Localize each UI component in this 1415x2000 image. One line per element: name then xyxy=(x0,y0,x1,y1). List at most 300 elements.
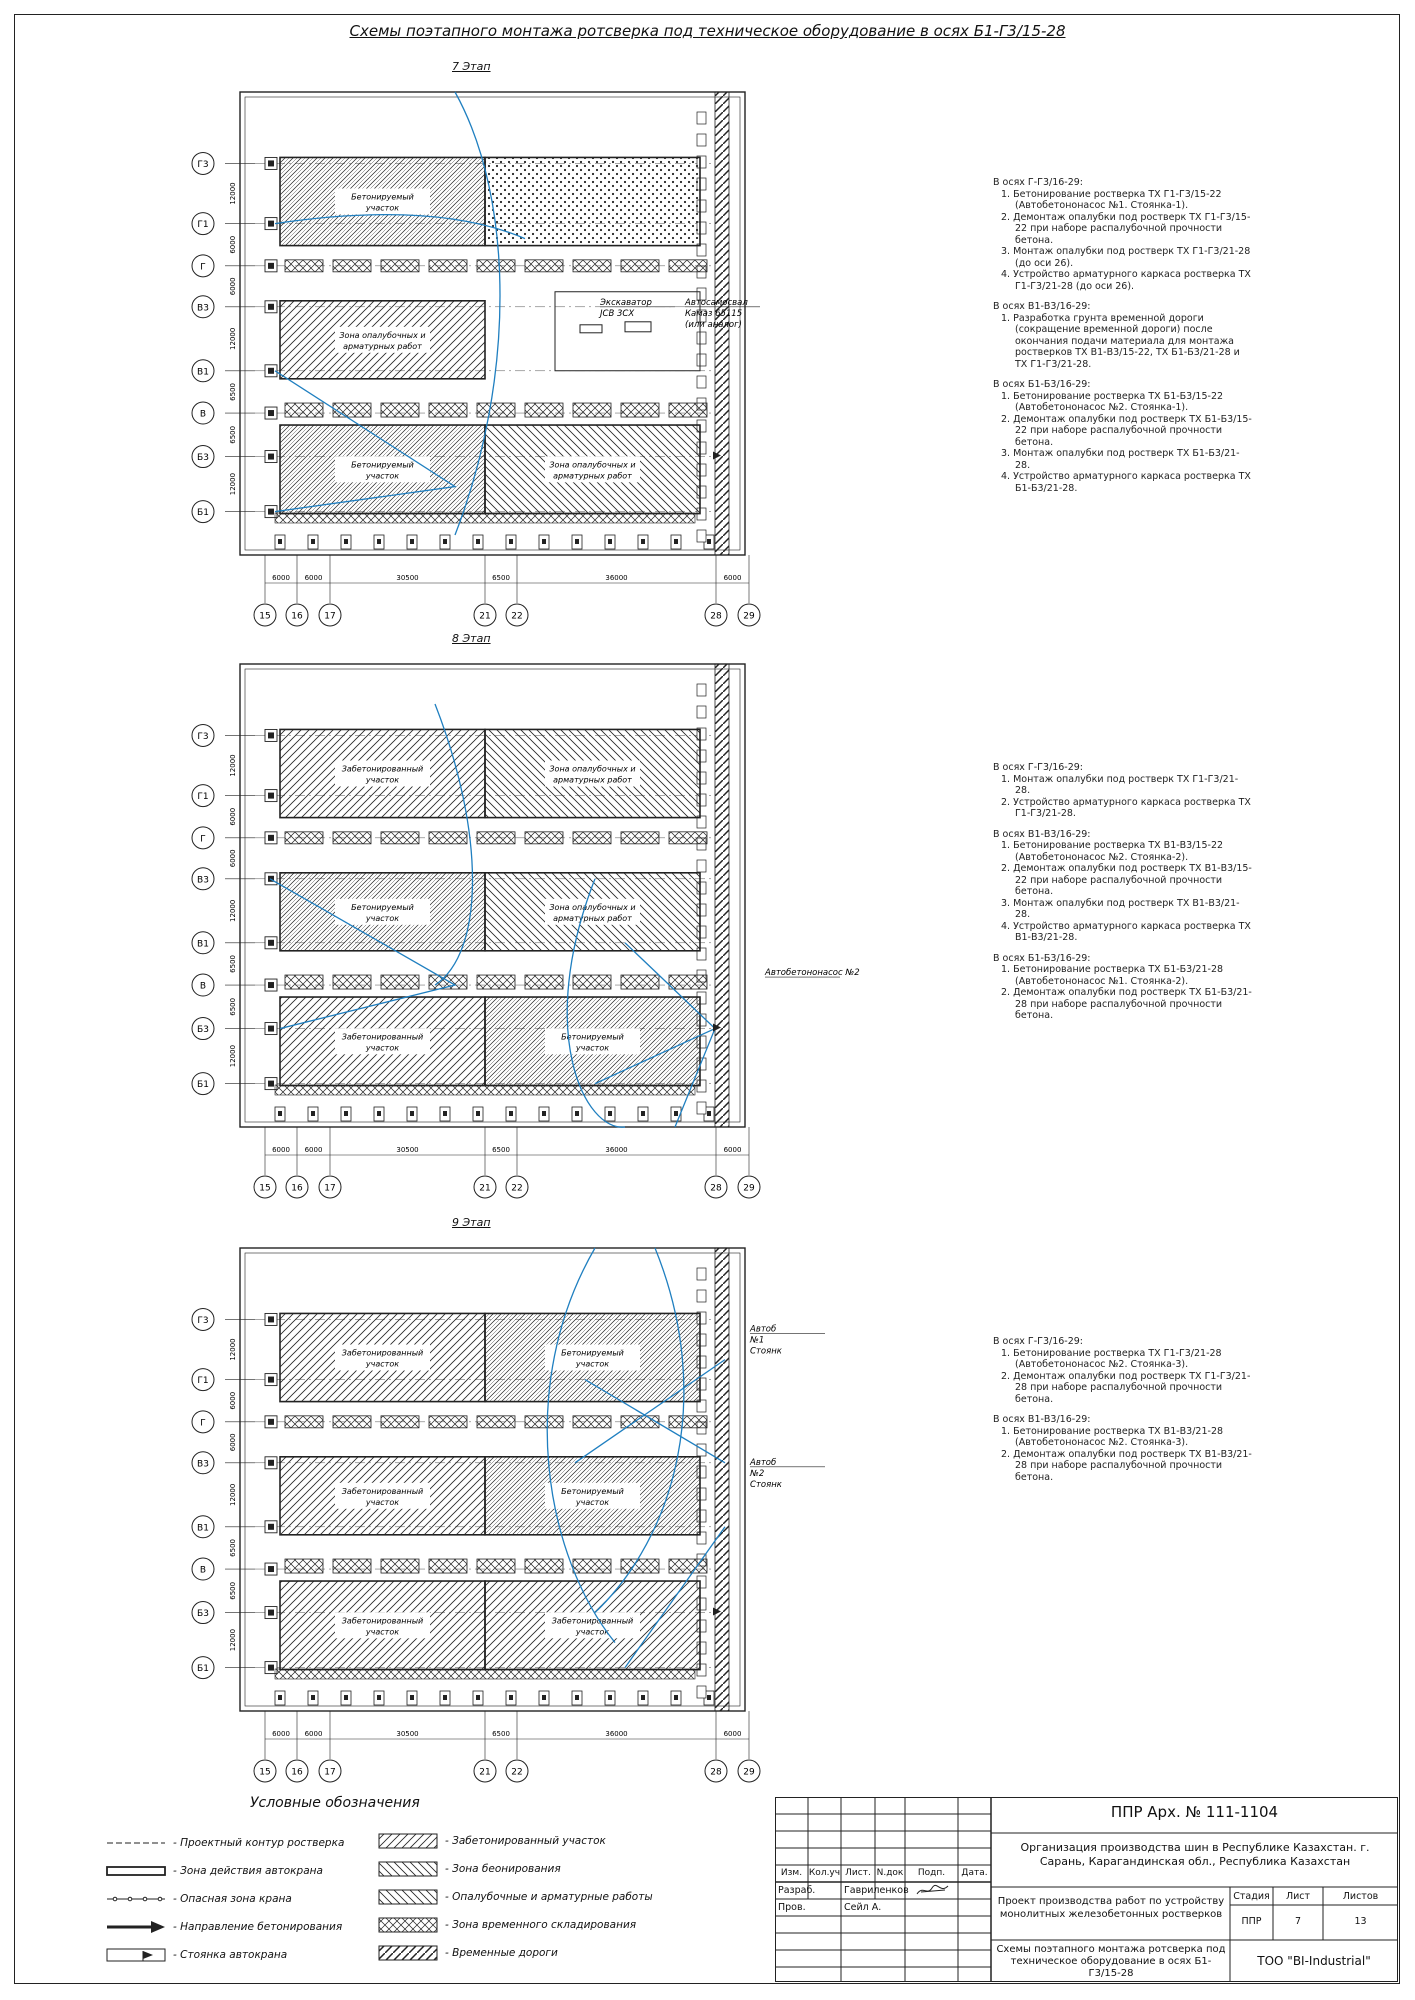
note-item: 2. Устройство арматурного каркаса ростверка ТХ Г1-Г3/21-28. xyxy=(1001,796,1251,819)
col-dimension: 36000 xyxy=(605,1730,628,1738)
storage-strip xyxy=(621,975,659,989)
legend-label: - Опасная зона крана xyxy=(173,1893,292,1905)
zone-dots xyxy=(485,157,700,245)
note-item: 1. Бетонирование ростверка ТХ Г1-Г3/15-22 (Автобетононасос №1. Стоянка-1). xyxy=(1001,188,1222,211)
storage-strip xyxy=(669,1416,707,1428)
storage-strip xyxy=(621,1559,659,1573)
axis-label: Б3 xyxy=(197,453,209,464)
axis-label: В1 xyxy=(197,939,209,950)
developed-label: Разраб. xyxy=(778,1885,816,1896)
storage-strip xyxy=(573,403,611,417)
zone-label: Забетонированный xyxy=(341,1348,424,1358)
note-item: 2. Демонтаж опалубки под ростверк ТХ Б1-Б3/21-28 при наборе распалубочной прочности бетона. xyxy=(1001,987,1252,1021)
note-heading: В осях Г-Г3/16-29: xyxy=(993,1336,1083,1347)
zone-label: участок xyxy=(365,203,400,213)
retaining-wall xyxy=(715,664,729,1127)
storage-strip xyxy=(477,1416,515,1428)
note-item: 2. Демонтаж опалубки под ростверк ТХ Г1-Г3/21-28 при наборе распалубочной прочности бетона. xyxy=(1001,1370,1251,1405)
zone-label: арматурных работ xyxy=(553,775,632,785)
zone-label: Забетонированный xyxy=(341,1486,424,1496)
axis-label: Г xyxy=(200,834,206,845)
row-dimension: 6500 xyxy=(229,955,237,973)
row-dimension: 12000 xyxy=(229,899,237,922)
storage-strip xyxy=(525,832,563,844)
pile-cap xyxy=(697,112,706,124)
zone-label: Забетонированный xyxy=(551,1616,634,1626)
note-item: 1. Бетонирование ростверка ТХ Б1-Б3/15-22 (Автобетононасос №2. Стоянка-1). xyxy=(1001,390,1224,413)
legend-label: - Забетонированный участок xyxy=(445,1835,606,1847)
axis-label: Б3 xyxy=(197,1609,209,1620)
storage-strip xyxy=(429,1559,467,1573)
note-item: 2. Демонтаж опалубки под ростверк ТХ В1-В3/15-22 при наборе распалубочной прочности бетона. xyxy=(1001,863,1252,897)
sheet-title: Схемы поэтапного монтажа ротсверка под техническое оборудование в осях Б1-Г3/15-28 xyxy=(996,1944,1226,1979)
axis-label: Б3 xyxy=(197,1025,209,1036)
legend-item xyxy=(377,1833,606,1849)
row-dimension: 6500 xyxy=(229,383,237,401)
axis-label: 16 xyxy=(291,1183,303,1194)
axis-label: Г3 xyxy=(197,731,209,742)
legend-swatch xyxy=(105,1863,167,1879)
storage-strip xyxy=(669,832,707,844)
zone-label: участок xyxy=(365,1359,400,1369)
axis-label: 16 xyxy=(291,1767,303,1778)
note-group xyxy=(993,177,1253,292)
plan-drawing xyxy=(155,1216,782,1778)
axis-label: Б1 xyxy=(197,1080,209,1091)
axis-label: Б1 xyxy=(197,508,209,519)
storage-strip xyxy=(285,260,323,272)
row-dimension: 6500 xyxy=(229,997,237,1016)
legend-item xyxy=(377,1945,558,1961)
zone-label: Бетонируемый xyxy=(351,902,414,912)
axis-label: 28 xyxy=(710,1767,722,1778)
col-dimension: 6000 xyxy=(272,1730,290,1738)
axis-label: 29 xyxy=(743,611,755,622)
note-group xyxy=(993,1414,1253,1483)
legend-swatch xyxy=(377,1861,439,1877)
storage-strip xyxy=(275,513,695,523)
col-dimension: 30500 xyxy=(396,1146,419,1154)
storage-strip xyxy=(525,260,563,272)
legend-label: - Направление бетонирования xyxy=(173,1921,343,1933)
col-dimension: 6000 xyxy=(723,1146,742,1154)
zone-label: арматурных работ xyxy=(553,913,632,923)
developed-name: Гавриленков xyxy=(844,1885,909,1896)
zone-label: арматурных работ xyxy=(343,341,422,351)
note-heading: В осях Б1-Б3/16-29: xyxy=(993,952,1091,964)
storage-strip xyxy=(381,260,419,272)
pile-cap xyxy=(697,1686,706,1698)
col-dimension: 36000 xyxy=(605,1146,628,1154)
storage-strip xyxy=(429,1416,467,1428)
zone-label: Бетонируемый xyxy=(351,460,414,470)
legend-item xyxy=(377,1861,561,1877)
axis-label: 21 xyxy=(479,1183,491,1194)
legend-swatch xyxy=(105,1947,167,1963)
storage-strip xyxy=(621,260,659,272)
legend-item xyxy=(105,1891,292,1907)
legend-swatch xyxy=(105,1835,167,1851)
zone-label: Зона опалубочных и xyxy=(339,330,426,340)
pile-cap xyxy=(697,706,706,718)
callout-text: Автоб xyxy=(750,1324,777,1335)
pile-cap xyxy=(697,134,706,146)
note-item: 1. Бетонирование ростверка ТХ Г1-Г3/21-28 (Автобетононасос №2. Стоянка-3). xyxy=(1001,1347,1222,1370)
col-dimension: 6000 xyxy=(304,1730,323,1738)
pile-cap xyxy=(697,1268,706,1280)
note-item: 1. Бетонирование ростверка ТХ В1-В3/15-22 (Автобетононасос №2. Стоянка-2). xyxy=(1001,840,1224,863)
note-item: 1. Монтаж опалубки под ростверк ТХ Г1-Г3/21-28. xyxy=(1001,773,1239,796)
note-heading: В осях Г-Г3/16-29: xyxy=(993,177,1083,188)
row-dimension: 6000 xyxy=(229,1391,237,1410)
revision-header: N.док xyxy=(876,1868,904,1878)
company-name: ТОО "BI-Industrial" xyxy=(1257,1954,1371,1968)
callout-text: Экскаватор xyxy=(600,297,652,308)
drawing-title: Схемы поэтапного монтажа ротсверка под техническое оборудование в осях Б1-Г3/15-28 xyxy=(349,22,1066,40)
legend-label: - Проектный контур ростверка xyxy=(173,1837,345,1849)
revision-header: Дата. xyxy=(961,1868,988,1878)
checked-label: Пров. xyxy=(778,1902,806,1913)
callout-text: Стоянк xyxy=(750,1479,782,1490)
zone-label: участок xyxy=(365,471,400,481)
note-item: 2. Демонтаж опалубки под ростверк ТХ Г1-Г3/15-22 при наборе распалубочной прочности бетона. xyxy=(1001,211,1251,246)
zone-label: участок xyxy=(365,1627,400,1637)
note-heading: В осях Г-Г3/16-29: xyxy=(993,762,1083,773)
zone-label: Забетонированный xyxy=(341,1616,424,1626)
row-dimension: 6000 xyxy=(229,1433,237,1452)
storage-strip xyxy=(477,403,515,417)
zone-label: Зона опалубочных и xyxy=(549,902,636,912)
storage-strip xyxy=(285,403,323,417)
storage-strip xyxy=(333,1559,371,1573)
pile-cap xyxy=(697,332,706,344)
zone-label: Бетонируемый xyxy=(561,1348,624,1358)
zone-label: Забетонированный xyxy=(341,764,424,774)
col-dimension: 6500 xyxy=(492,1730,510,1738)
row-dimension: 12000 xyxy=(229,1338,237,1361)
storage-strip xyxy=(381,832,419,844)
col-dimension: 6000 xyxy=(304,1146,323,1154)
axis-label: В3 xyxy=(197,875,209,886)
callout-text: JCB 3CX xyxy=(600,308,635,319)
row-dimension: 6000 xyxy=(229,235,237,254)
note-group xyxy=(993,953,1253,1022)
note-item: 2. Демонтаж опалубки под ростверк ТХ Б1-Б3/15-22 при наборе распалубочной прочности бетона. xyxy=(1001,413,1252,448)
zone-label: участок xyxy=(365,1497,400,1507)
pile-cap xyxy=(697,1290,706,1302)
axis-label: 15 xyxy=(259,611,271,622)
axis-label: Г3 xyxy=(197,1315,209,1326)
zone-label: Зона опалубочных и xyxy=(549,460,636,470)
stage-9-notes xyxy=(993,1336,1253,1492)
row-dimension: 6000 xyxy=(229,807,237,826)
note-heading: В осях В1-В3/16-29: xyxy=(993,1414,1091,1425)
legend-item xyxy=(377,1889,653,1905)
legend-item xyxy=(377,1917,636,1933)
legend-swatch xyxy=(105,1919,167,1935)
pile-cap xyxy=(697,860,706,872)
callout-text: №1 xyxy=(750,1335,765,1346)
stage-title: 7 Этап xyxy=(452,60,491,73)
note-group xyxy=(993,829,1253,944)
axis-label: Г1 xyxy=(197,220,209,231)
col-dimension: 6000 xyxy=(304,574,323,582)
legend-swatch xyxy=(105,1891,167,1907)
storage-strip xyxy=(333,1416,371,1428)
axis-label: Г xyxy=(200,1418,206,1429)
legend-label: - Зона временного складирования xyxy=(445,1919,637,1931)
axis-label: 17 xyxy=(324,1767,336,1778)
checked-name: Сейл А. xyxy=(844,1902,882,1913)
note-group xyxy=(993,301,1253,370)
storage-strip xyxy=(381,403,419,417)
project-number: ППР Арх. № 111-1104 xyxy=(1110,1803,1279,1821)
stage-9-plan xyxy=(155,1216,782,1786)
note-item: 4. Устройство арматурного каркаса ростверка ТХ Б1-Б3/21-28. xyxy=(1001,471,1251,494)
title-block xyxy=(775,1797,1398,1982)
axis-label: Б1 xyxy=(197,1664,209,1675)
legend-item xyxy=(105,1863,323,1879)
axis-label: В xyxy=(199,981,207,992)
callout-text: Автосамосвал xyxy=(685,297,748,308)
storage-strip xyxy=(669,260,707,272)
zone-label: участок xyxy=(365,1043,400,1053)
zone-label: участок xyxy=(575,1627,610,1637)
storage-strip xyxy=(573,975,611,989)
axis-label: Г1 xyxy=(197,792,209,803)
row-dimension: 12000 xyxy=(229,1044,237,1068)
storage-strip xyxy=(525,1559,563,1573)
excavator xyxy=(580,325,602,333)
pile-cap xyxy=(697,1102,706,1114)
row-dimension: 12000 xyxy=(229,1483,237,1506)
storage-strip xyxy=(477,832,515,844)
plan-drawing xyxy=(155,632,860,1194)
legend-swatch xyxy=(377,1945,439,1961)
retaining-wall xyxy=(715,1248,729,1711)
storage-strip xyxy=(429,260,467,272)
legend-item xyxy=(105,1919,342,1935)
row-dimension: 6000 xyxy=(229,277,237,296)
axis-label: Г xyxy=(200,262,206,273)
legend-label: - Стоянка автокрана xyxy=(173,1949,288,1961)
axis-label: 22 xyxy=(511,1183,523,1194)
axis-label: В xyxy=(199,1565,207,1576)
col-dimension: 6000 xyxy=(723,1730,742,1738)
axis-label: 28 xyxy=(710,611,722,622)
axis-label: В1 xyxy=(197,367,209,378)
legend-swatch xyxy=(377,1917,439,1933)
axis-label: 15 xyxy=(259,1767,271,1778)
row-dimension: 12000 xyxy=(229,754,237,777)
axis-label: 29 xyxy=(743,1767,755,1778)
sheets-value: 13 xyxy=(1354,1916,1367,1927)
storage-strip xyxy=(285,1416,323,1428)
storage-strip xyxy=(477,260,515,272)
note-item: 4. Устройство арматурного каркаса ростверка ТХ В1-В3/21-28. xyxy=(1001,920,1251,943)
axis-label: 16 xyxy=(291,611,303,622)
sheets-label: Листов xyxy=(1342,1891,1379,1902)
zone-label: Зона опалубочных и xyxy=(549,764,636,774)
storage-strip xyxy=(525,975,563,989)
storage-strip xyxy=(573,832,611,844)
storage-strip xyxy=(573,260,611,272)
storage-strip xyxy=(333,832,371,844)
axis-label: В xyxy=(199,409,207,420)
col-dimension: 30500 xyxy=(396,1730,419,1738)
col-dimension: 6000 xyxy=(272,574,290,582)
pile-cap xyxy=(697,684,706,696)
revision-header: Изм. xyxy=(780,1868,803,1878)
dump-truck xyxy=(625,322,651,332)
callout-text: Стоянк xyxy=(750,1346,782,1357)
storage-strip xyxy=(285,832,323,844)
legend-swatch xyxy=(377,1833,439,1849)
zone-label: Бетонируемый xyxy=(351,192,414,202)
revision-header: Лист. xyxy=(845,1868,871,1878)
callout-text: Автоб xyxy=(750,1457,777,1468)
plan-drawing xyxy=(155,60,775,620)
legend-label: - Временные дороги xyxy=(445,1947,558,1959)
revision-header: Подп. xyxy=(917,1868,946,1878)
axis-label: 17 xyxy=(324,1183,336,1194)
pile-cap xyxy=(697,376,706,388)
axis-label: В3 xyxy=(197,1459,209,1470)
row-dimension: 12000 xyxy=(229,182,237,205)
axis-label: 17 xyxy=(324,611,336,622)
col-dimension: 36000 xyxy=(605,574,628,582)
zone-label: участок xyxy=(365,913,400,923)
storage-strip xyxy=(381,1559,419,1573)
note-item: 3. Монтаж опалубки под ростверк ТХ Б1-Б3/21-28. xyxy=(1001,448,1240,471)
zone-label: участок xyxy=(575,1359,610,1369)
legend-label: - Зона действия автокрана xyxy=(173,1865,323,1877)
callout-text: Автобетононасос №2 xyxy=(765,968,860,979)
row-dimension: 6500 xyxy=(229,1581,237,1600)
storage-strip xyxy=(333,975,371,989)
legend-item xyxy=(105,1947,287,1963)
zone-label: участок xyxy=(575,1497,610,1507)
axis-label: Г1 xyxy=(197,1376,209,1387)
col-dimension: 6000 xyxy=(272,1146,290,1154)
row-dimension: 6000 xyxy=(229,849,237,868)
stage-7-notes xyxy=(993,177,1253,503)
note-group xyxy=(993,762,1253,820)
storage-strip xyxy=(573,1416,611,1428)
storage-strip xyxy=(525,403,563,417)
zone-label: Забетонированный xyxy=(341,1032,424,1042)
legend-label: - Опалубочные и арматурные работы xyxy=(445,1891,653,1903)
project-name: Проект производства работ по устройству монолитных железобетонных ростверков xyxy=(997,1896,1225,1920)
storage-strip xyxy=(429,832,467,844)
stage-7-plan xyxy=(155,60,775,620)
col-dimension: 6500 xyxy=(492,1146,510,1154)
storage-strip xyxy=(669,975,707,989)
zone-label: участок xyxy=(575,1043,610,1053)
note-item: 1. Разработка грунта временной дороги (сокращение временной дороги) после окончания подачи материала для монтажа ростверков ТХ В1-В3/15-22, ТХ Б1-Б3/21-28 и ТХ Г1-Г3/21-28. xyxy=(1001,312,1240,370)
note-item: 1. Бетонирование ростверка ТХ В1-В3/21-28 (Автобетононасос №2. Стоянка-3). xyxy=(1001,1425,1224,1448)
zone-label: арматурных работ xyxy=(553,471,632,481)
legend-title: Условные обозначения xyxy=(250,1795,420,1811)
stage-title: 8 Этап xyxy=(452,632,491,645)
storage-strip xyxy=(333,260,371,272)
revision-header: Кол.уч xyxy=(808,1868,841,1878)
stage-label: Стадия xyxy=(1233,1891,1270,1902)
legend-item xyxy=(105,1835,344,1851)
storage-strip xyxy=(275,1085,695,1095)
axis-label: 21 xyxy=(479,1767,491,1778)
callout-text: №2 xyxy=(750,1468,765,1479)
col-dimension: 6000 xyxy=(723,574,742,582)
axis-label: 21 xyxy=(479,611,491,622)
note-group xyxy=(993,379,1253,494)
row-dimension: 6500 xyxy=(229,425,237,444)
zone-label: Бетонируемый xyxy=(561,1032,624,1042)
axis-label: 15 xyxy=(259,1183,271,1194)
storage-strip xyxy=(477,1559,515,1573)
storage-strip xyxy=(381,1416,419,1428)
storage-strip xyxy=(477,975,515,989)
note-item: 4. Устройство арматурного каркаса ростверка ТХ Г1-Г3/21-28 (до оси 26). xyxy=(1001,269,1251,292)
axis-label: В1 xyxy=(197,1523,209,1534)
legend-label: - Зона беонирования xyxy=(445,1863,561,1875)
storage-strip xyxy=(621,403,659,417)
axis-label: В3 xyxy=(197,303,209,314)
storage-strip xyxy=(275,1669,695,1679)
zone-label: Бетонируемый xyxy=(561,1486,624,1496)
note-heading: В осях Б1-Б3/16-29: xyxy=(993,379,1091,390)
row-dimension: 12000 xyxy=(229,327,237,350)
axis-label: 22 xyxy=(511,1767,523,1778)
note-group xyxy=(993,1336,1253,1405)
sheet-label: Лист xyxy=(1285,1891,1311,1902)
storage-strip xyxy=(573,1559,611,1573)
storage-strip xyxy=(285,1559,323,1573)
col-dimension: 30500 xyxy=(396,574,419,582)
storage-strip xyxy=(285,975,323,989)
row-dimension: 12000 xyxy=(229,472,237,496)
legend xyxy=(105,1795,735,1985)
zone-label: участок xyxy=(365,775,400,785)
signature-mark xyxy=(915,1883,951,1897)
stage-8-notes xyxy=(993,762,1253,1031)
note-item: 1. Бетонирование ростверка ТХ Б1-Б3/21-28 (Автобетононасос №1. Стоянка-2). xyxy=(1001,964,1224,987)
col-dimension: 6500 xyxy=(492,574,510,582)
callout-text: Камаз 65115 xyxy=(685,308,743,319)
axis-label: Г3 xyxy=(197,159,209,170)
stage-8-plan xyxy=(155,632,860,1202)
stage-title: 9 Этап xyxy=(452,1216,491,1229)
note-heading: В осях В1-В3/16-29: xyxy=(993,828,1091,840)
row-dimension: 6500 xyxy=(229,1539,237,1557)
note-item: 3. Монтаж опалубки под ростверк ТХ В1-В3/21-28. xyxy=(1001,897,1240,920)
axis-label: 28 xyxy=(710,1183,722,1194)
note-item: 3. Монтаж опалубки под ростверк ТХ Г1-Г3/21-28 (до оси 26). xyxy=(1001,246,1251,269)
legend-swatch xyxy=(377,1889,439,1905)
note-item: 2. Демонтаж опалубки под ростверк ТХ В1-В3/21-28 при наборе распалубочной прочности бетона. xyxy=(1001,1448,1252,1483)
sheet-value: 7 xyxy=(1294,1916,1302,1927)
storage-strip xyxy=(621,832,659,844)
axis-label: 22 xyxy=(511,611,523,622)
stage-value: ППР xyxy=(1241,1916,1262,1927)
note-heading: В осях В1-В3/16-29: xyxy=(993,301,1091,312)
organization-text: Организация производства шин в Республике Казахстан. г. Сарань, Карагандинская обл., Республика Казахстан xyxy=(1020,1841,1370,1868)
storage-strip xyxy=(669,403,707,417)
storage-strip xyxy=(429,403,467,417)
storage-strip xyxy=(381,975,419,989)
pile-cap xyxy=(697,530,706,542)
callout-text: (или аналог) xyxy=(685,319,742,330)
